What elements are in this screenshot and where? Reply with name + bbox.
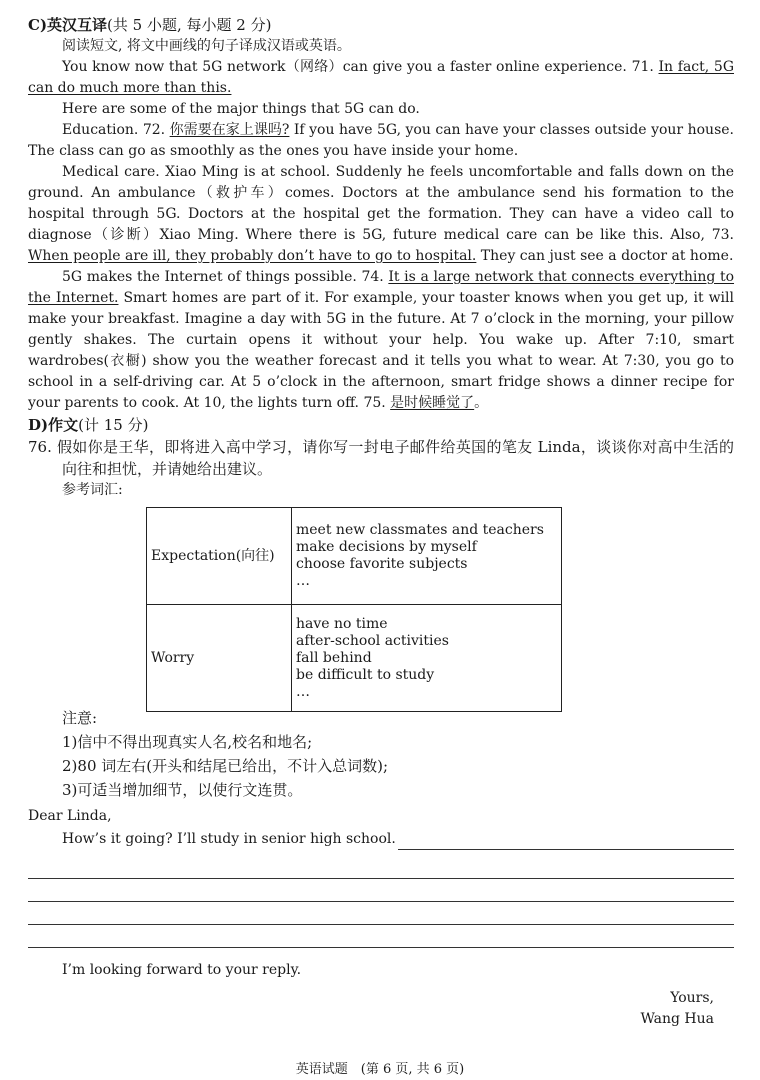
- page-footer: 英语试题 (第 6 页, 共 6 页): [295, 1062, 465, 1077]
- underlined-sentence-75: 是时候睡觉了: [390, 395, 475, 411]
- letter-greeting: Dear Linda,: [28, 808, 112, 824]
- letter-opening: How’s it going? I’ll study in senior high school.: [62, 831, 396, 847]
- vocab-values-expectation: [292, 508, 562, 605]
- answer-line[interactable]: [28, 902, 734, 925]
- section-c-title: C)英汉互译: [28, 16, 108, 34]
- section-c-heading: [28, 14, 734, 36]
- answer-line[interactable]: [28, 925, 734, 948]
- section-d-heading: [28, 414, 734, 436]
- section-d-title: D)作文: [28, 416, 79, 434]
- vocab-item: after-school activities: [296, 632, 449, 649]
- letter-signoff: Yours,: [670, 990, 714, 1006]
- section-d-score: (计 15 分): [78, 416, 149, 434]
- answer-line[interactable]: [28, 879, 734, 902]
- passage-paragraph-5: 5G makes the Internet of things possible. 74. It is a large network that connects everything to the Internet. Smart homes are part of it. For example, your toaster knows when you get up, it will make your breakfast. Imagine a day with 5G in the future. At 7 o’clock in the morning, your pillow gently shakes. The curtain opens it without your help. You wake up. After 7:10, smart wardrobes(衣橱) show you the weather forecast and it tells you what to wear. At 7:30, you go to school in a self-driving car. At 5 o’clock in the afternoon, smart fridge shows a dinner recipe for your parents to cook. At 10, the lights turn off. 75. 是时候睡觉了。: [28, 269, 735, 411]
- vocab-item: be difficult to study: [296, 666, 435, 683]
- passage-paragraph-1: You know now that 5G network（网络）can give you a faster online experience. 71. In fact, 5G can do much more than this.: [28, 59, 734, 96]
- passage-paragraph-2: Here are some of the major things that 5G can do.: [62, 101, 420, 117]
- underlined-sentence-74: It is a large network that connects everything to the Internet.: [28, 269, 735, 306]
- underlined-sentence-71: In fact, 5G can do much more than this.: [28, 59, 734, 96]
- vocab-item: have no time: [296, 615, 388, 632]
- notes-block: [28, 706, 734, 802]
- letter-signature: Wang Hua: [640, 1011, 714, 1027]
- passage-paragraph-3: Education. 72. 你需要在家上课吗? If you have 5G, you can have your classes outside your house. The class can go as smoothly as the ones you have inside your home.: [28, 122, 734, 159]
- vocab-row-expectation: [147, 508, 562, 605]
- notes-label: 注意:: [62, 709, 98, 727]
- underlined-sentence-72: 你需要在家上课吗?: [169, 122, 290, 138]
- writing-prompt: 76. 假如你是王华，即将进入高中学习，请你写一封电子邮件给英国的笔友 Linda，谈谈你对高中生活的向往和担忧，并请她给出建议。: [28, 438, 734, 478]
- passage-paragraph-4: Medical care. Xiao Ming is at school. Suddenly he feels uncomfortable and falls down on the ground. An ambulance（救护车）comes. Doctors at the ambulance send his formation to the hospital through 5G. Doctors at the hospital get the formation. They can have a video call to diagnose（诊断）Xiao Ming. Where there is 5G, future medical care can be like this. Also, 73. When people are ill, they probably don’t have to go to hospital. They can just see a doctor at home.: [28, 164, 734, 264]
- note-item-1: 1)信中不得出现真实人名,校名和地名;: [62, 733, 313, 751]
- vocab-item: make decisions by myself: [296, 539, 477, 555]
- exam-page: [28, 14, 734, 1030]
- letter-closing: I’m looking forward to your reply.: [62, 962, 302, 978]
- vocab-item: …: [296, 573, 310, 589]
- letter-opening-row: [28, 828, 734, 850]
- vocab-row-worry: [147, 605, 562, 712]
- vocab-item: fall behind: [296, 649, 372, 666]
- note-item-3: 3)可适当增加细节，以使行文连贯。: [62, 781, 303, 799]
- vocab-table: [146, 507, 562, 712]
- answer-line[interactable]: [28, 856, 734, 879]
- vocab-item: choose favorite subjects: [296, 556, 468, 572]
- vocab-key-expectation: Expectation(向往): [147, 508, 292, 605]
- vocab-values-worry: [292, 605, 562, 712]
- section-c-score: (共 5 小题, 每小题 2 分): [107, 16, 272, 34]
- vocab-label: 参考词汇:: [62, 482, 123, 498]
- answer-line[interactable]: [398, 833, 734, 850]
- underlined-sentence-73: When people are ill, they probably don’t have to go to hospital.: [28, 248, 477, 264]
- section-c-instruction: 阅读短文, 将文中画线的句子译成汉语或英语。: [62, 38, 351, 54]
- vocab-key-worry: Worry: [147, 605, 292, 712]
- vocab-item: meet new classmates and teachers: [296, 522, 544, 538]
- vocab-item: …: [296, 683, 310, 700]
- note-item-2: 2)80 词左右(开头和结尾已给出，不计入总词数);: [62, 757, 389, 775]
